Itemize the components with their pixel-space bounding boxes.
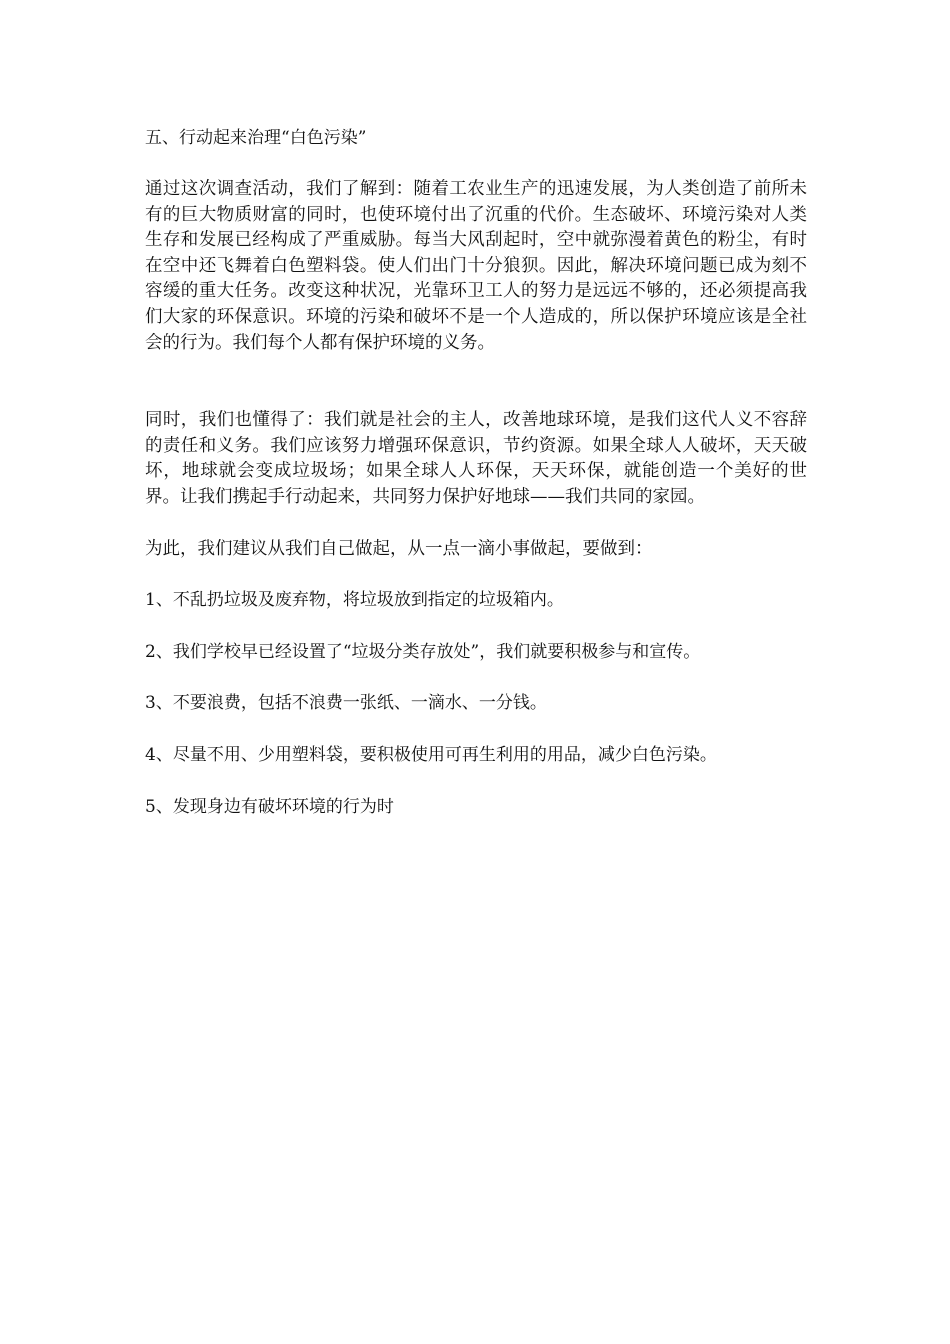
list-item: 3、不要浪费，包括不浪费一张纸、一滴水、一分钱。 [145,693,547,714]
document-body [145,124,807,846]
paragraph-investigation-findings: 通过这次调查活动，我们了解到：随着工农业生产的迅速发展，为人类创造了前所未有的巨大物质财富的同时，也使环境付出了沉重的代价。生态破坏、环境污染对人类生存和发展已经构成了严重威胁。每当大风刮起时，空中就弥漫着黄色的粉尘，有时在空中还飞舞着白色塑料袋。使人们出门十分狼狈。因此，解决环境问题已成为刻不容缓的重大任务。改变这种状况，光靠环卫工人的努力是远远不够的，还必须提高我们大家的环保意识。环境的污染和破坏不是一个人造成的，所以保护环境应该是全社会的行为。我们每个人都有保护环境的义务。 [145,179,807,353]
paragraph-responsibility: 同时，我们也懂得了：我们就是社会的主人，改善地球环境，是我们这代人义不容辞的责任和义务。我们应该努力增强环保意识，节约资源。如果全球人人破坏，天天破坏，地球就会变成垃圾场；如果全球人人环保，天天环保，就能创造一个美好的世界。让我们携起手行动起来，共同努力保护好地球——我们共同的家园。 [145,410,807,507]
list-item: 1、不乱扔垃圾及废弃物，将垃圾放到指定的垃圾箱内。 [145,590,564,611]
list-item: 2、我们学校早已经设置了“垃圾分类存放处”，我们就要积极参与和宣传。 [145,641,701,662]
list-item: 4、尽量不用、少用塑料袋，要积极使用可再生利用的用品，减少白色污染。 [145,744,717,765]
list-item: 5、发现身边有破坏环境的行为时 [145,796,394,817]
paragraph-suggestion-intro: 为此，我们建议从我们自己做起，从一点一滴小事做起，要做到： [145,538,653,559]
section-heading: 五、行动起来治理“白色污染” [145,128,367,148]
